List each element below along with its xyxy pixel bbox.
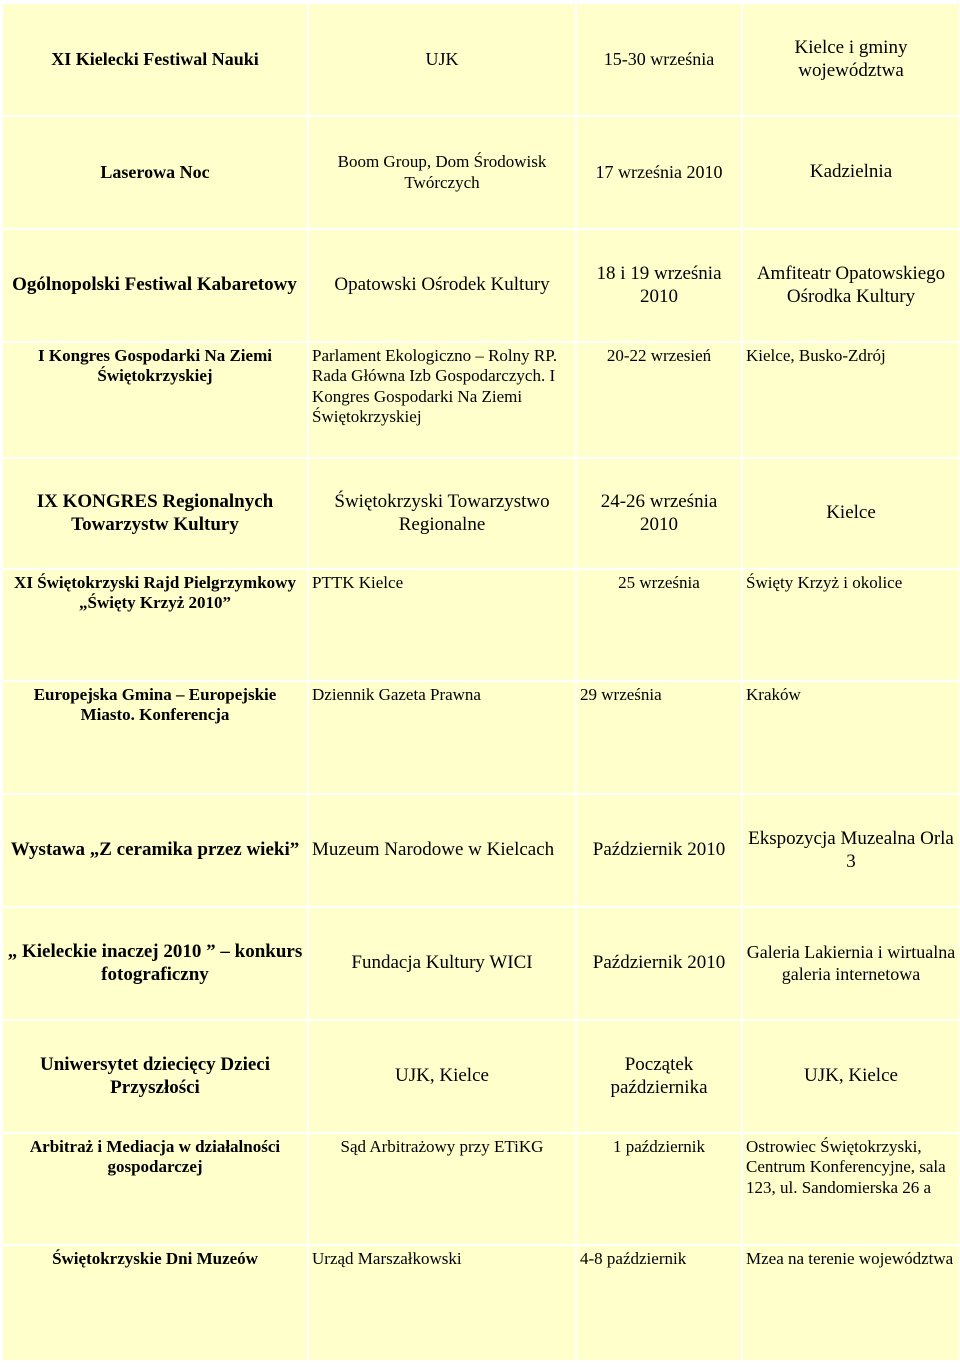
event-name: IX KONGRES Regionalnych Towarzystw Kultury [2,458,308,569]
event-name: Świętokrzyskie Dni Muzeów [2,1245,308,1361]
event-place: Mzea na terenie województwa [742,1245,960,1361]
event-organizer: UJK [308,3,576,116]
table-row [2,1020,960,1133]
event-organizer: Świętokrzyski Towarzystwo Regionalne [308,458,576,569]
event-organizer: Parlament Ekologiczno – Rolny RP. Rada Główna Izb Gospodarczych. I Kongres Gospodarki Na Ziemi Świętokrzyskiej [308,342,576,458]
event-organizer: UJK, Kielce [308,1020,576,1133]
event-date: Październik 2010 [576,794,742,907]
event-name: Arbitraż i Mediacja w działalności gospodarczej [2,1133,308,1245]
event-organizer: Sąd Arbitrażowy przy ETiKG [308,1133,576,1245]
event-date: 17 września 2010 [576,116,742,229]
event-name: Wystawa „Z ceramika przez wieki” [2,794,308,907]
event-name: I Kongres Gospodarki Na Ziemi Świętokrzyskiej [2,342,308,458]
event-place: Galeria Lakiernia i wirtualna galeria internetowa [742,907,960,1020]
table-row [2,342,960,458]
table-row [2,458,960,569]
event-organizer: PTTK Kielce [308,569,576,681]
events-table [1,2,960,1362]
event-place: Kielce [742,458,960,569]
event-date: 4-8 październik [576,1245,742,1361]
event-place: Kraków [742,681,960,794]
table-row [2,569,960,681]
event-name: Uniwersytet dziecięcy Dzieci Przyszłości [2,1020,308,1133]
table-row [2,3,960,116]
event-organizer: Fundacja Kultury WICI [308,907,576,1020]
event-date: 15-30 września [576,3,742,116]
event-name: Europejska Gmina – Europejskie Miasto. Konferencja [2,681,308,794]
event-date: 20-22 wrzesień [576,342,742,458]
event-place: Kielce i gminy województwa [742,3,960,116]
event-name: „ Kieleckie inaczej 2010 ” – konkurs fotograficzny [2,907,308,1020]
event-organizer: Opatowski Ośrodek Kultury [308,229,576,342]
event-place: Ekspozycja Muzealna Orla 3 [742,794,960,907]
event-date: 24-26 września 2010 [576,458,742,569]
event-place: UJK, Kielce [742,1020,960,1133]
event-date: 18 i 19 września 2010 [576,229,742,342]
event-date: 29 września [576,681,742,794]
event-place: Ostrowiec Świętokrzyski, Centrum Konferencyjne, sala 123, ul. Sandomierska 26 a [742,1133,960,1245]
event-date: 1 październik [576,1133,742,1245]
event-place: Święty Krzyż i okolice [742,569,960,681]
event-name: XI Świętokrzyski Rajd Pielgrzymkowy „Święty Krzyż 2010” [2,569,308,681]
table-row [2,116,960,229]
event-place: Amfiteatr Opatowskiego Ośrodka Kultury [742,229,960,342]
event-date: 25 września [576,569,742,681]
event-place: Kielce, Busko-Zdrój [742,342,960,458]
table-row [2,229,960,342]
event-organizer: Boom Group, Dom Środowisk Twórczych [308,116,576,229]
event-organizer: Dziennik Gazeta Prawna [308,681,576,794]
event-name: XI Kielecki Festiwal Nauki [2,3,308,116]
table-row [2,681,960,794]
event-date: Początek października [576,1020,742,1133]
table-row [2,794,960,907]
event-name: Ogólnopolski Festiwal Kabaretowy [2,229,308,342]
event-date: Październik 2010 [576,907,742,1020]
event-name: Laserowa Noc [2,116,308,229]
event-organizer: Muzeum Narodowe w Kielcach [308,794,576,907]
table-row [2,1133,960,1245]
event-place: Kadzielnia [742,116,960,229]
table-row [2,1245,960,1361]
event-organizer: Urząd Marszałkowski [308,1245,576,1361]
table-row [2,907,960,1020]
